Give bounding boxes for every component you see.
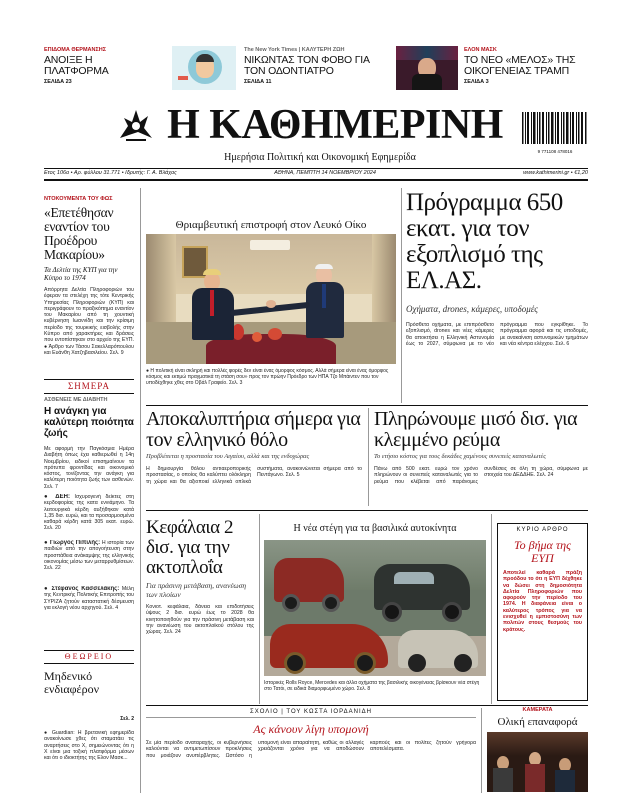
- teaser-2-title: ΝΙΚΩΝΤΑΣ ΤΟΝ ΦΟΒΟ ΓΙΑ ΤΟΝ ΟΔΟΝΤΙΑΤΡΟ: [244, 54, 370, 77]
- left-page-3: Σελ. 2: [120, 716, 134, 722]
- teaser-1-title: ΑΝΟΙΞΕ Η ΠΛΑΤΦΟΡΜΑ: [44, 54, 109, 77]
- editorial-label: ΚΥΡΙΟ ΑΡΘΡΟ: [516, 527, 569, 533]
- left-head-1[interactable]: «Επετέθησαν εναντίον του Προέδρου Μακαρίου»: [44, 205, 114, 262]
- mid-right-headline[interactable]: Πληρώνουμε μισό δισ. για κλεμμένο ρεύμα: [374, 408, 578, 451]
- left-body-2: Με αφορμή την Παγκόσμια Ημέρα Διαβήτη όπως έχει καθιερωθεί η 14η Νοεμβρίου, ειδικοί επισημαίνουν τα πρότυπα φροντίδας και οικονομικό κόστος, τονίζοντας την ανάγκη για καλύτερη ποιότητα ζωής των ασθενών. Σελ. 7: [44, 446, 134, 490]
- teaser-3-title: ΤΟ ΝΕΟ «ΜΕΛΟΣ» ΤΗΣ ΟΙΚΟΓΕΝΕΙΑΣ ΤΡΑΜΠ: [464, 54, 576, 77]
- mid-right-body: Πάνω από 500 εκατ. ευρώ τον χρόνο πληρώνουν οι συνεπείς καταναλωτές για το ρεύμα που κλέβεται από παράνομες συνδέσεις σε όλη τη χώρα, σύμφωνα με στοιχεία του ΔΕΔΔΗΕ. Σελ. 24: [374, 466, 588, 485]
- teaser-2[interactable]: [244, 47, 370, 87]
- teaser-1-page: ΣΕΛΙΔΑ 23: [44, 79, 72, 85]
- left-section-1: ΝΤΟΚΟΥΜΕΝΤΑ ΤΟΥ ΦΩΣ: [44, 196, 113, 202]
- lead-subheadline: Οχήματα, drones, κάμερες, υποδομές: [406, 304, 538, 314]
- left-bullet-2-text: Η ιστορία των παιδιών από την απογοήτευση στην προσπάθεια ανάκαμψης της ελληνικής οικονομίας μέσω των μεταρρυθμίσεων. Σελ. 22: [44, 540, 134, 572]
- left-section-2b: ΑΣΘΕΝΕΙΣ ΜΕ ΔΙΑΒΗΤΗ: [44, 397, 108, 403]
- camera-photo: [487, 732, 588, 792]
- comment-body: Σε μία περίοδο αναταραχής, οι κυβερνήσεις καλούνται να αντιμετωπίσουν προκλήσεις που μοιάζουν ανυπέρβλητες. Ωστόσο η υπομονή είναι απαραίτητη, καθώς οι αλλαγές χρειάζονται χρόνο για να αποδώσουν καρπούς και οι πολίτες ζητούν γρήγορα αποτελέσματα.: [146, 740, 476, 759]
- low-left-sub: Για πράσινη μετάβαση, ανανέωση των πλοίων: [146, 581, 247, 599]
- left-head-2[interactable]: Η ανάγκη για καλύτερη ποιότητα ζωής: [44, 406, 134, 439]
- teaser-2-label: The New York Times | ΚΑΛΥΤΕΡΗ ΖΩΗ: [244, 47, 345, 53]
- teaser-1-label: ΕΠΙΔΟΜΑ ΘΕΡΜΑΝΣΗΣ: [44, 47, 107, 53]
- editorial-headline[interactable]: Το βήμα της ΕΥΠ: [514, 538, 571, 565]
- masthead-emblem: [116, 104, 156, 144]
- masthead-subtitle: Ημερήσια Πολιτική και Οικονομική Εφημερίδα: [224, 152, 416, 163]
- camera-label: ΚΑΜΕΡΑΤΑ: [522, 707, 553, 713]
- teaser-2-page: ΣΕΛΙΔΑ 11: [244, 79, 272, 85]
- left-section-3: ΘΕΩΡΕΙΟ: [64, 652, 114, 661]
- low-left-body: Κονιοτ. κεφάλαια, δάνεια και επιδοτήσεις ύψους 2 δισ. ευρώ έως το 2028 θα κινητοποιηθούν για την πράσινη μετάβαση και την ανανέωση του ακτοπλοϊκού στόλου της χώρας. Σελ. 24: [146, 604, 254, 636]
- comment-headline[interactable]: Ας κάνουν λίγη υπομονή: [253, 722, 369, 736]
- left-bullet-1-head: ● ΔΕΗ:: [44, 494, 70, 500]
- cars-caption: Ιστορικές Rolls Royce, Mercedes και άλλα οχήματα της βασιλικής οικογένειας βρίσκουν νέα στέγη στο Τατόι, σε ειδικά διαμορφωμένο χώρο. Σελ. 8: [264, 680, 480, 692]
- photo-header: Θριαμβευτική επιστροφή στον Λευκό Οίκο: [175, 219, 367, 231]
- lead-body: Πρόσθετα οχήματα, με επιπρόσθετο εξοπλισμό, drones και νέες κάμερες θα αποκτήσει η Ελληνική Αστυνομία έως το 2027, σύμφωνα με το νέο πρόγραμμα που εγκρίθηκε. Το πρόγραμμα αφορά και τις υποδομές, με ανακαίνιση αστυνομικών τμημάτων και νέα κέντρα ελέγχου. Σελ. 6: [406, 322, 588, 347]
- left-body-1: Απόρρητα Δελτία Πληροφοριών του έφεραν τα στελέχη της τότε Κεντρικής Υπηρεσίας Πληροφοριών (ΚΥΠ) και περιγράφουν το πραξικόπημα εναντίον του Μακαρίου από τη χουντική κυβέρνηση Ιωαννίδη και την κρίσιμη περίοδο της τουρκικής εισβολής στην Κύπρο από χαρακτήρες και δράσεις που εντοπίστηκαν στο αρχείο της ΕΥΠ. ● Άρθρο των Τάσου Σακελλαρόπουλου και Ευάνθη Χατζηβασιλείου. Σελ. 9: [44, 287, 134, 356]
- barcode: [522, 112, 588, 152]
- left-bullet-2[interactable]: [44, 540, 134, 582]
- mid-left-headline[interactable]: Αποκαλυπτήρια σήμερα για τον ελληνικό θόλο: [146, 408, 361, 451]
- main-photo: [146, 234, 396, 364]
- issue-site: www.kathimerini.gr • €1,20: [523, 170, 588, 176]
- left-bullet-3-text: Μέλη της Κεντρικής Πολιτικής Επιτροπής του ΣΥΡΙΖΑ ζητούν καταστατική δέσμευση για εκλογή νέου αρχηγού. Σελ. 4: [44, 586, 134, 611]
- low-left-headline[interactable]: Κεφάλαια 2 δισ. για την ακτοπλοΐα: [146, 517, 234, 578]
- left-sub-1: Τα Δελτία της ΚΥΠ για την Κύπρο το 1974: [44, 266, 118, 282]
- left-bullet-2-head: ● Γιώργος Πιπιλής:: [44, 540, 101, 546]
- left-head-3[interactable]: Μηδενικό ενδιαφέρον: [44, 669, 100, 696]
- left-bullet-1[interactable]: [44, 494, 134, 536]
- camera-headline[interactable]: Ολική επαναφορά: [497, 716, 578, 728]
- left-bullet-3[interactable]: [44, 586, 134, 628]
- left-section-2: ΣΗΜΕΡΑ: [68, 381, 110, 391]
- mid-left-body: Η δημιουργία θόλου αντιαεροπορικής προστασίας, ο οποίος θα καλύπτει ολόκληρη τη χώρα και θα αξιοποιεί ελληνικά οπλικά συστήματα, ανακοινώνεται σήμερα από το Πεντάγωνο. Σελ. 5: [146, 466, 362, 485]
- photo-caption: ● Η πολιτική είναι σκληρή και πολλές φορές δεν είναι ένας όμορφος κόσμος. Αλλά σήμερα είναι ένας όμορφος κόσμος και εκτιμώ πραγματικά τη στάση σου» προς τον πρώην Πρόεδρο των ΗΠΑ Τζο Μπάιντεν που τον υποδέχθηκε χθες στο Οβάλ Γραφείο. Σελ. 3: [146, 368, 389, 386]
- mid-left-sub: Προβλέπεται η προστασία του Αιγαίου, αλλά και της ενδοχώρας: [146, 453, 310, 460]
- teaser-3-image: [396, 46, 458, 90]
- cars-header: Η νέα στέγη για τα βασιλικά αυτοκίνητα: [293, 523, 457, 534]
- mid-right-sub: Το ετήσιο κόστος για τους δεκάδες χαμένους συνεπείς καταναλωτές: [374, 453, 546, 460]
- teaser-1[interactable]: [44, 47, 156, 87]
- masthead-title: Η ΚΑΘΗΜΕΡΙΝΗ: [167, 102, 503, 148]
- teaser-2-image: [172, 46, 236, 90]
- lead-headline[interactable]: Πρόγραμμα 650 εκατ. για τον εξοπλισμό της ΕΛ.ΑΣ.: [406, 189, 563, 294]
- left-bullet-3-head: ● Στέφανος Κασσελάκης:: [44, 586, 120, 592]
- barcode-number: 9 771108 478016: [537, 149, 573, 154]
- issue-info: Ετος 106ο • Αρ. φύλλου 31.771 • Ιδρυτής: Γ. Α. Βλάχος: [44, 170, 177, 176]
- editorial-box: [497, 523, 588, 701]
- teaser-3[interactable]: [464, 47, 588, 87]
- teaser-3-page: ΣΕΛΙΔΑ 3: [464, 79, 489, 85]
- editorial-body: Αποτελεί καθαρά πράξη προόδου το ότι η ΕΥΠ δέχθηκε να δώσει στη δημοσιότητα Δελτία Πληροφοριών που αφορούν την περίοδο του 1974. Η διαφάνεια είναι ο καλύτερος τρόπος για να ενισχυθεί η εμπιστοσύνη των πολιτών στους θεσμούς του κράτους.: [503, 570, 582, 633]
- cars-photo: [264, 540, 486, 676]
- teaser-3-label: ΕΛΟΝ ΜΑΣΚ: [464, 47, 497, 53]
- left-bullet-1-text: Ισχυρογενή δείκτες στη κερδοφορίας της κατα εννιάμηνο. Τα λειτουργικά κέρδη αυξήθηκαν κατά 1,35 δισ. ευρώ, και τα προσαρμοσμένα καθαρά κέρδη κατά 305 εκατ. ευρώ. Σελ. 20: [44, 494, 134, 532]
- issue-date: ΑΘΗΝΑ, ΠΕΜΠΤΗ 14 ΝΟΕΜΒΡΙΟΥ 2024: [274, 170, 376, 176]
- comment-label: ΣΧΟΛΙΟ | ΤΟΥ ΚΩΣΤΑ ΙΟΡΔΑΝΙΔΗ: [250, 709, 372, 715]
- left-body-3: ● Guardian: Η βρετανική εφημερίδα ανακοίνωσε χθες ότι σταματάει τις αναρτήσεις στο Χ, σημειώνοντας ότι η Χ είναι μια τοξική πλατφόρμα μέσων και ότι ο ιδιοκτήτης της Ελον Μασκ...: [44, 730, 134, 762]
